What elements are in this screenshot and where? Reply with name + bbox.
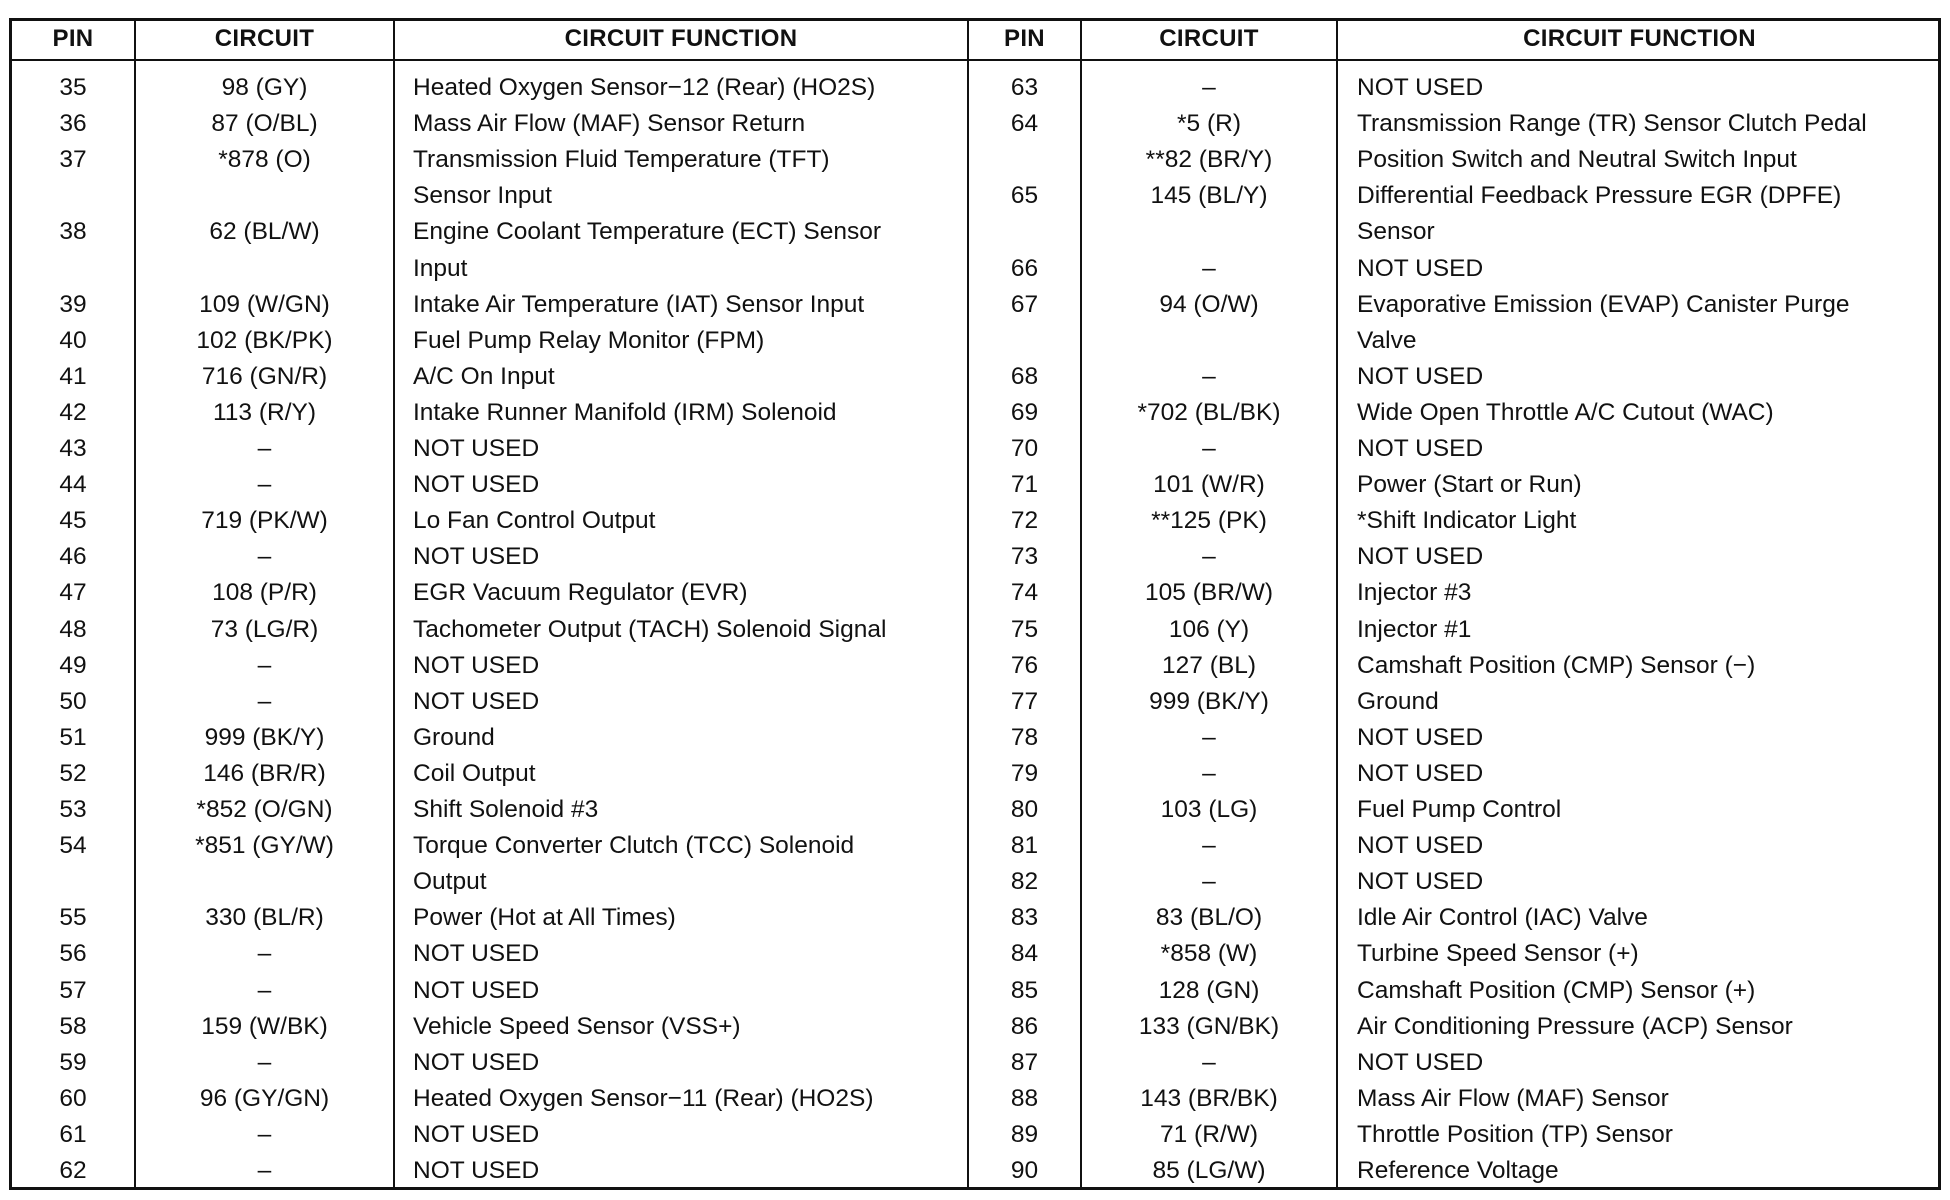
- right-function-cell: NOT USED: [1357, 254, 1484, 282]
- right-pin-cell: 67: [1010, 290, 1039, 318]
- right-circuit-cell: –: [1202, 759, 1216, 787]
- right-pin-cell: 88: [1010, 1084, 1039, 1112]
- left-function-cell: Transmission Fluid Temperature (TFT): [413, 146, 830, 174]
- left-pin-cell: 39: [59, 290, 87, 318]
- right-circuit-cell: 143 (BR/BK): [1140, 1084, 1278, 1112]
- left-pin-cell: 42: [59, 398, 87, 426]
- left-pin-cell: [12, 864, 134, 900]
- right-circuit-cell: 133 (GN/BK): [1138, 1012, 1280, 1040]
- right-pin-cell: 90: [1010, 1157, 1039, 1184]
- right-function-cell: NOT USED: [1357, 362, 1484, 390]
- left-circuit-cell: 96 (GY/GN): [199, 1084, 330, 1112]
- right-function-cell: Camshaft Position (CMP) Sensor (−): [1357, 651, 1756, 679]
- right-function-cell: Power (Start or Run): [1357, 471, 1582, 499]
- left-function-cell: NOT USED: [413, 1048, 540, 1076]
- right-pin-cell: 77: [1010, 687, 1039, 715]
- left-function-cell: Heated Oxygen Sensor−11 (Rear) (HO2S): [413, 1084, 874, 1112]
- right-pin-cell: 76: [1010, 651, 1039, 679]
- right-function-cell: Injector #1: [1357, 615, 1472, 643]
- right-function-header: CIRCUIT FUNCTION: [1523, 25, 1756, 52]
- right-pin-cell: 69: [1010, 398, 1039, 426]
- left-function-cell: Shift Solenoid #3: [413, 796, 599, 823]
- left-circuit-cell: 102 (BK/PK): [196, 326, 333, 354]
- right-function-cell: NOT USED: [1357, 832, 1484, 860]
- right-circuit-cell: –: [1202, 435, 1216, 462]
- left-function-cell: NOT USED: [413, 976, 540, 1004]
- right-pin-cell: [969, 214, 1080, 250]
- left-function-cell: Coil Output: [413, 759, 536, 787]
- left-pin-cell: 45: [59, 507, 87, 535]
- right-pin-header: PIN: [1004, 25, 1045, 52]
- right-circuit-cell: 128 (GN): [1158, 976, 1260, 1004]
- left-function-cell: Engine Coolant Temperature (ECT) Sensor: [413, 218, 882, 246]
- column-divider: [1336, 18, 1338, 1190]
- right-circuit-cell: 145 (BL/Y): [1150, 182, 1268, 210]
- left-function-cell: Input: [413, 254, 468, 282]
- right-circuit-cell: 106 (Y): [1168, 615, 1250, 643]
- left-circuit-cell: –: [257, 1157, 272, 1184]
- right-circuit-cell: **125 (PK): [1151, 507, 1267, 535]
- left-pin-cell: 51: [59, 723, 87, 751]
- left-circuit-cell: 999 (BK/Y): [204, 723, 325, 751]
- right-pin-cell: 68: [1010, 362, 1039, 390]
- left-pin-cell: 60: [59, 1084, 87, 1112]
- left-pin-cell: 55: [59, 904, 87, 932]
- right-function-cell: NOT USED: [1357, 543, 1484, 571]
- right-pin-cell: 73: [1010, 543, 1039, 571]
- right-circuit-cell: *858 (W): [1160, 940, 1258, 968]
- left-function-cell: NOT USED: [413, 471, 540, 499]
- right-pin-cell: 65: [1010, 182, 1039, 210]
- right-pin-cell: 80: [1010, 796, 1039, 823]
- right-function-cell: Transmission Range (TR) Sensor Clutch Pedal: [1357, 110, 1867, 138]
- right-pin-cell: 74: [1010, 579, 1039, 607]
- right-pin-cell: 86: [1010, 1012, 1039, 1040]
- right-function-cell: Idle Air Control (IAC) Valve: [1357, 904, 1648, 932]
- right-function-cell: Reference Voltage: [1357, 1157, 1559, 1184]
- right-function-cell: Valve: [1357, 326, 1417, 354]
- left-circuit-cell: 109 (W/GN): [199, 290, 330, 318]
- right-circuit-cell: –: [1202, 723, 1216, 751]
- left-function-cell: Lo Fan Control Output: [413, 507, 656, 535]
- right-function-cell: Wide Open Throttle A/C Cutout (WAC): [1357, 398, 1774, 426]
- left-function-cell: Ground: [413, 723, 495, 751]
- right-circuit-cell: –: [1202, 543, 1216, 571]
- left-pin-cell: 40: [59, 326, 87, 354]
- left-pin-cell: 36: [59, 110, 87, 138]
- right-pin-cell: 70: [1010, 435, 1039, 462]
- left-circuit-cell: –: [257, 940, 272, 968]
- right-circuit-cell: *5 (R): [1177, 110, 1241, 138]
- left-pin-cell: 47: [59, 579, 87, 607]
- left-function-cell: Tachometer Output (TACH) Solenoid Signal: [413, 615, 887, 643]
- left-circuit-cell: 146 (BR/R): [203, 759, 326, 787]
- left-function-cell: NOT USED: [413, 651, 540, 679]
- left-pin-header: PIN: [52, 25, 94, 52]
- right-circuit-cell: 105 (BR/W): [1145, 579, 1273, 607]
- left-pin-cell: [12, 178, 134, 214]
- right-circuit-cell: –: [1202, 868, 1216, 896]
- left-function-cell: NOT USED: [413, 940, 540, 968]
- left-circuit-cell: –: [257, 1048, 272, 1076]
- right-pin-cell: 72: [1010, 507, 1039, 535]
- left-function-cell: NOT USED: [413, 687, 540, 715]
- left-circuit-cell: –: [257, 651, 272, 679]
- right-function-cell: NOT USED: [1357, 74, 1484, 101]
- right-function-cell: Sensor: [1357, 218, 1435, 246]
- right-circuit-cell: 83 (BL/O): [1155, 904, 1263, 932]
- right-function-cell: Differential Feedback Pressure EGR (DPFE): [1357, 182, 1842, 210]
- right-pin-cell: 81: [1010, 832, 1039, 860]
- left-pin-cell: [12, 251, 134, 287]
- left-circuit-cell: [136, 251, 393, 287]
- left-circuit-cell: –: [257, 471, 272, 499]
- left-function-cell: Heated Oxygen Sensor−12 (Rear) (HO2S): [413, 74, 876, 101]
- right-function-cell: NOT USED: [1357, 723, 1484, 751]
- left-circuit-cell: [136, 864, 393, 900]
- left-circuit-cell: 108 (P/R): [212, 579, 317, 607]
- left-pin-cell: 46: [59, 543, 87, 571]
- left-function-cell: Vehicle Speed Sensor (VSS+): [413, 1012, 741, 1040]
- left-pin-cell: 59: [59, 1048, 87, 1076]
- right-pin-cell: 85: [1010, 976, 1039, 1004]
- left-pin-cell: 49: [59, 651, 87, 679]
- right-circuit-header: CIRCUIT: [1159, 25, 1259, 52]
- left-circuit-cell: 330 (BL/R): [205, 904, 324, 932]
- column-divider: [393, 18, 395, 1190]
- left-pin-cell: 54: [59, 832, 87, 860]
- left-function-cell: Fuel Pump Relay Monitor (FPM): [413, 326, 765, 354]
- left-circuit-cell: 159 (W/BK): [201, 1012, 328, 1040]
- left-circuit-cell: [136, 178, 393, 214]
- left-function-cell: NOT USED: [413, 435, 540, 462]
- left-function-cell: Torque Converter Clutch (TCC) Solenoid: [413, 832, 855, 860]
- left-circuit-cell: *852 (O/GN): [196, 796, 333, 823]
- left-function-cell: EGR Vacuum Regulator (EVR): [413, 579, 748, 607]
- right-circuit-cell: [1082, 323, 1336, 359]
- left-function-cell: Intake Air Temperature (IAT) Sensor Input: [413, 290, 865, 318]
- right-circuit-cell: [1082, 214, 1336, 250]
- right-function-cell: *Shift Indicator Light: [1357, 507, 1577, 535]
- right-function-cell: NOT USED: [1357, 759, 1484, 787]
- left-pin-cell: 37: [59, 146, 87, 174]
- left-pin-cell: 62: [59, 1157, 87, 1184]
- left-circuit-cell: 73 (LG/R): [210, 615, 319, 643]
- right-pin-cell: 82: [1010, 868, 1039, 896]
- right-pin-cell: 87: [1010, 1048, 1039, 1076]
- right-circuit-cell: *702 (BL/BK): [1137, 398, 1281, 426]
- left-circuit-cell: *878 (O): [218, 146, 311, 174]
- right-function-cell: NOT USED: [1357, 1048, 1484, 1076]
- left-function-cell: A/C On Input: [413, 362, 555, 390]
- left-circuit-cell: –: [257, 687, 272, 715]
- right-pin-cell: 71: [1010, 471, 1039, 499]
- left-pin-cell: 44: [59, 471, 87, 499]
- right-circuit-cell: 103 (LG): [1160, 796, 1258, 823]
- left-circuit-cell: –: [257, 976, 272, 1004]
- left-pin-cell: 48: [59, 615, 87, 643]
- left-circuit-cell: 62 (BL/W): [209, 218, 320, 246]
- right-circuit-cell: –: [1202, 74, 1216, 101]
- right-circuit-cell: –: [1202, 362, 1216, 390]
- right-circuit-cell: –: [1202, 254, 1216, 282]
- right-function-cell: Mass Air Flow (MAF) Sensor: [1357, 1084, 1669, 1112]
- left-pin-cell: 53: [59, 796, 87, 823]
- right-pin-cell: 89: [1010, 1120, 1039, 1148]
- left-pin-cell: 61: [59, 1120, 87, 1148]
- left-pin-cell: 41: [59, 362, 87, 390]
- left-function-cell: NOT USED: [413, 1157, 540, 1184]
- right-pin-cell: 83: [1010, 904, 1039, 932]
- left-function-cell: Mass Air Flow (MAF) Sensor Return: [413, 110, 806, 138]
- right-circuit-cell: –: [1202, 1048, 1216, 1076]
- left-circuit-header: CIRCUIT: [214, 25, 315, 52]
- right-function-cell: Ground: [1357, 687, 1439, 715]
- right-pin-cell: 79: [1010, 759, 1039, 787]
- left-circuit-cell: 113 (R/Y): [212, 398, 317, 426]
- left-pin-cell: 38: [59, 218, 87, 246]
- right-circuit-cell: 999 (BK/Y): [1149, 687, 1269, 715]
- left-circuit-cell: 716 (GN/R): [201, 362, 328, 390]
- right-function-cell: Position Switch and Neutral Switch Input: [1357, 146, 1797, 174]
- left-circuit-cell: 98 (GY): [221, 74, 308, 101]
- right-function-cell: Air Conditioning Pressure (ACP) Sensor: [1357, 1012, 1793, 1040]
- left-function-cell: NOT USED: [413, 1120, 540, 1148]
- left-circuit-cell: –: [257, 1120, 272, 1148]
- left-function-cell: Sensor Input: [413, 182, 552, 210]
- right-circuit-cell: 127 (BL): [1162, 651, 1256, 679]
- left-pin-cell: 56: [59, 940, 87, 968]
- right-circuit-cell: 85 (LG/W): [1152, 1157, 1266, 1184]
- right-function-cell: Fuel Pump Control: [1357, 796, 1562, 823]
- left-circuit-cell: –: [257, 435, 272, 462]
- right-pin-cell: 84: [1010, 940, 1039, 968]
- right-function-cell: Turbine Speed Sensor (+): [1357, 940, 1639, 968]
- right-pin-cell: 63: [1010, 74, 1039, 101]
- right-circuit-cell: 71 (R/W): [1160, 1120, 1258, 1148]
- right-pin-cell: 78: [1010, 723, 1039, 751]
- left-pin-cell: 52: [59, 759, 87, 787]
- right-pin-cell: 75: [1010, 615, 1039, 643]
- left-function-cell: Output: [413, 868, 487, 896]
- left-function-cell: Intake Runner Manifold (IRM) Solenoid: [413, 398, 837, 426]
- right-circuit-cell: –: [1202, 832, 1216, 860]
- left-function-cell: Power (Hot at All Times): [413, 904, 676, 932]
- left-circuit-cell: 719 (PK/W): [201, 507, 328, 535]
- right-function-cell: Evaporative Emission (EVAP) Canister Purge: [1357, 290, 1850, 318]
- right-function-cell: Injector #3: [1357, 579, 1472, 607]
- left-pin-cell: 57: [59, 976, 87, 1004]
- right-pin-cell: [969, 323, 1080, 359]
- left-function-cell: NOT USED: [413, 543, 540, 571]
- right-function-cell: Camshaft Position (CMP) Sensor (+): [1357, 976, 1756, 1004]
- right-circuit-cell: **82 (BR/Y): [1145, 146, 1273, 174]
- right-circuit-cell: 101 (W/R): [1153, 471, 1265, 499]
- left-pin-cell: 58: [59, 1012, 87, 1040]
- right-circuit-cell: 94 (O/W): [1159, 290, 1259, 318]
- right-function-cell: NOT USED: [1357, 868, 1484, 896]
- right-pin-cell: 64: [1010, 110, 1039, 138]
- right-pin-cell: [969, 142, 1080, 178]
- left-pin-cell: 50: [59, 687, 87, 715]
- left-pin-cell: 43: [59, 435, 87, 462]
- right-pin-cell: 66: [1010, 254, 1039, 282]
- left-circuit-cell: *851 (GY/W): [195, 832, 334, 860]
- right-function-cell: Throttle Position (TP) Sensor: [1357, 1120, 1673, 1148]
- left-circuit-cell: 87 (O/BL): [211, 110, 318, 138]
- left-circuit-cell: –: [257, 543, 272, 571]
- left-function-header: CIRCUIT FUNCTION: [564, 25, 798, 52]
- right-function-cell: NOT USED: [1357, 435, 1484, 462]
- left-pin-cell: 35: [59, 74, 87, 101]
